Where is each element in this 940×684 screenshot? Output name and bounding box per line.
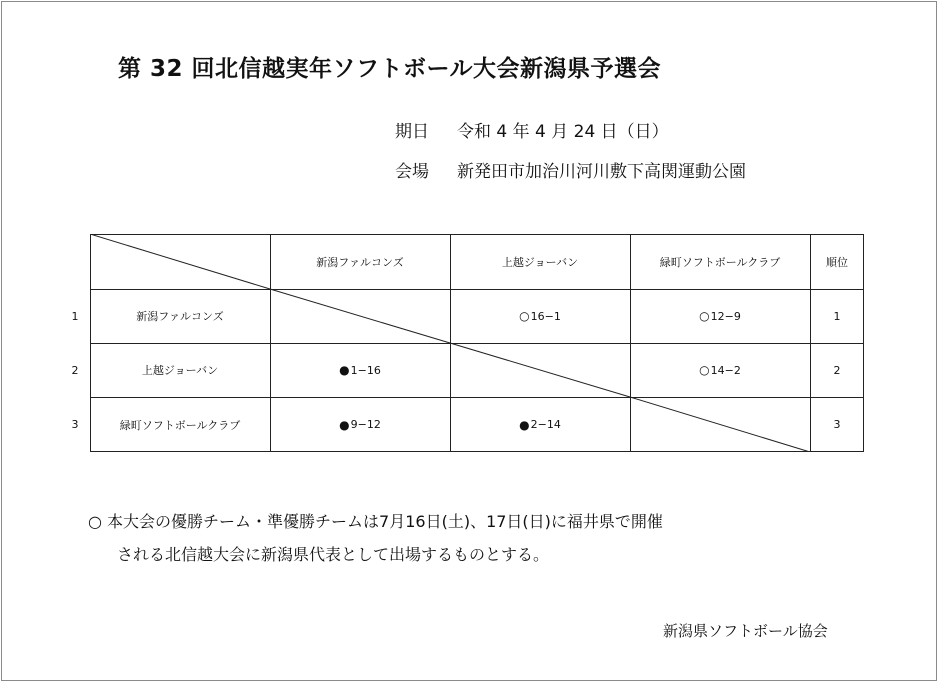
rank-value: 3 <box>833 418 841 431</box>
match-score: 2−14 <box>530 418 561 431</box>
match-result <box>450 289 630 343</box>
match-score: 9−12 <box>350 418 381 431</box>
match-score: 16−1 <box>530 309 561 323</box>
date-value: 令和 4 年 4 月 24 日（日） <box>457 122 669 142</box>
match-score: 12−9 <box>710 309 741 323</box>
rank-value: 1 <box>833 309 841 323</box>
note-line-1: ○ 本大会の優勝チーム・準優勝チームは7月16日(土)、17日(日)に福井県で開催 <box>88 512 663 531</box>
loss-mark: ● <box>339 417 350 432</box>
page-title: 第 32 回北信越実年ソフトボール大会新潟県予選会 <box>118 56 662 82</box>
organizer-name: 新潟県ソフトボール協会 <box>663 622 828 640</box>
row-number: 1 <box>71 310 79 323</box>
row-number: 3 <box>71 418 79 431</box>
row-team-name: 新潟ファルコンズ <box>136 310 224 323</box>
win-mark: ○ <box>699 363 710 377</box>
match-score: 1−16 <box>350 363 381 377</box>
venue-value: 新発田市加治川河川敷下高関運動公園 <box>457 162 746 182</box>
column-header-team-2: 上越ジョーバン <box>501 255 579 269</box>
event-venue <box>395 157 746 182</box>
event-date <box>395 117 669 142</box>
match-result <box>630 343 810 397</box>
row-number: 2 <box>71 364 79 377</box>
note-line-2: される北信越大会に新潟県代表として出場するものとする。 <box>117 545 550 564</box>
match-result <box>270 397 450 452</box>
match-result <box>450 397 630 452</box>
date-label: 期日 <box>395 122 429 142</box>
column-header-team-3: 緑町ソフトボールクラブ <box>659 255 781 269</box>
row-team-name: 上越ジョーバン <box>141 364 219 377</box>
qualification-note <box>88 505 663 571</box>
match-result <box>270 343 450 397</box>
row-team-name: 緑町ソフトボールクラブ <box>119 418 241 432</box>
loss-mark: ● <box>339 363 350 377</box>
match-score: 14−2 <box>710 363 741 377</box>
column-header-team-1: 新潟ファルコンズ <box>316 255 404 269</box>
rank-value: 2 <box>833 363 841 377</box>
win-mark: ○ <box>699 309 710 323</box>
win-mark: ○ <box>519 309 530 323</box>
loss-mark: ● <box>519 417 530 432</box>
column-header-rank: 順位 <box>826 255 848 269</box>
match-result <box>630 289 810 343</box>
venue-label: 会場 <box>395 162 429 182</box>
